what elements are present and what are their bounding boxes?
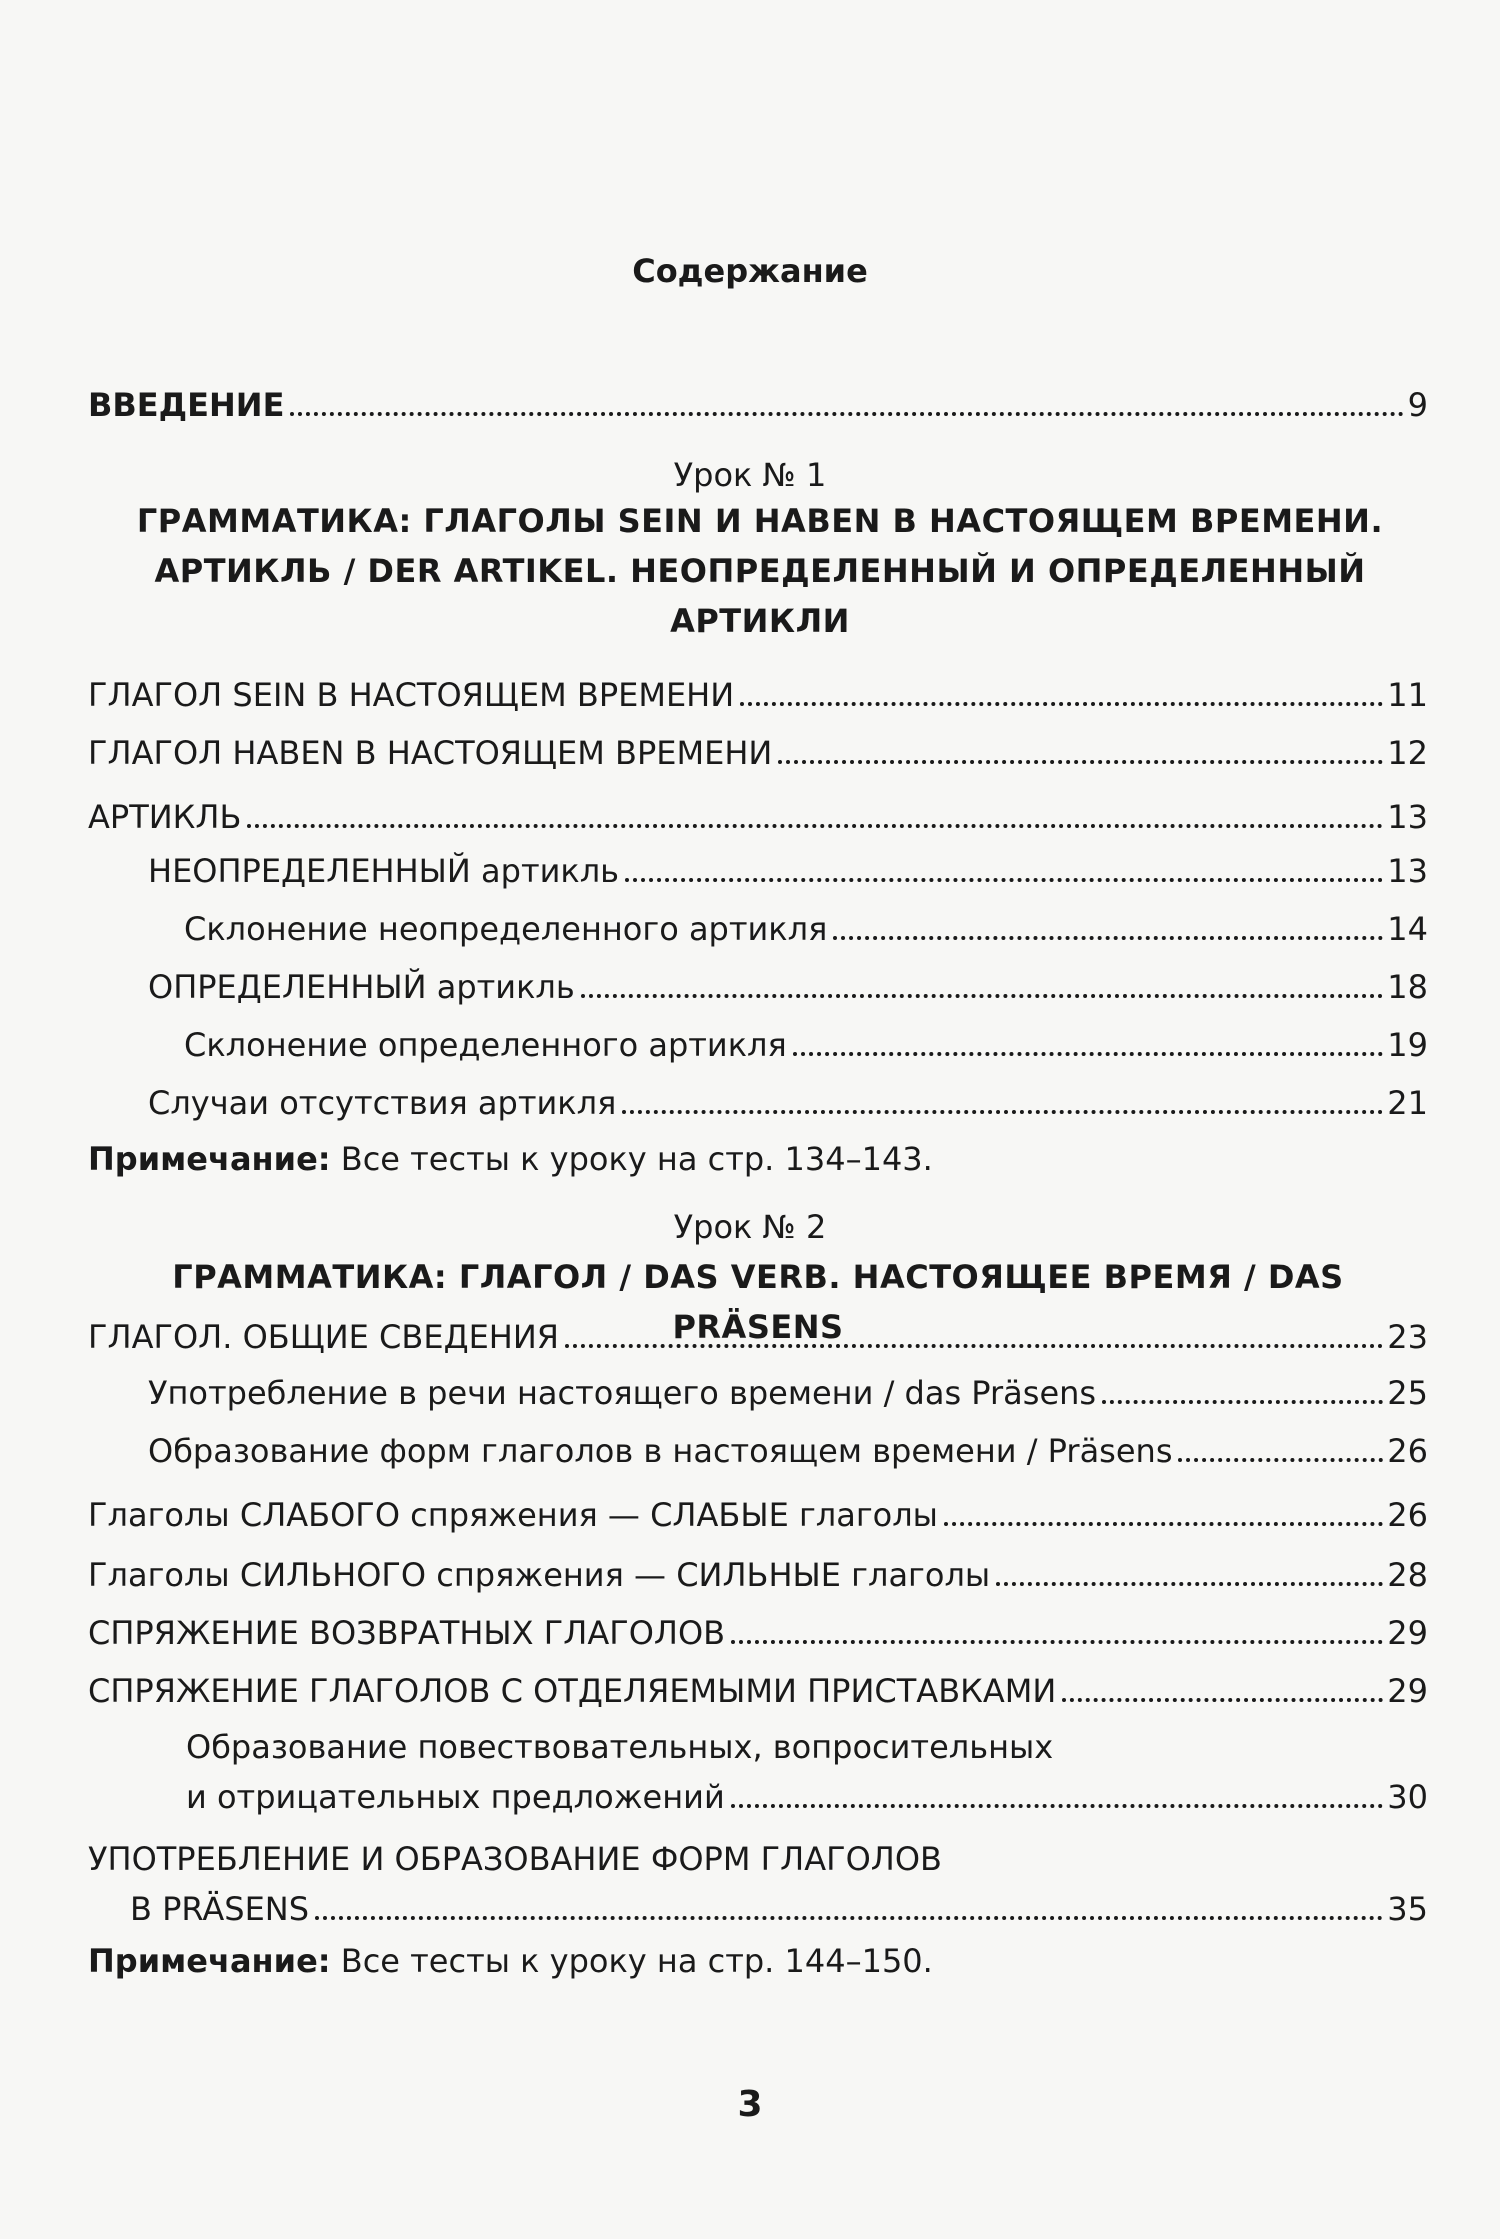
toc-entry-page: 26	[1387, 1496, 1428, 1534]
toc-entry-label: ОПРЕДЕЛЕННЫЙ артикль	[148, 968, 575, 1006]
toc-entry-page: 30	[1387, 1778, 1428, 1816]
toc-entry-page: 11	[1387, 676, 1428, 714]
toc-entry-label: ГЛАГОЛ SEIN В НАСТОЯЩЕМ ВРЕМЕНИ	[88, 676, 735, 714]
toc-entry-label: Склонение неопределенного артикля	[184, 910, 828, 948]
leader-dots	[1062, 1698, 1383, 1702]
toc-entry[interactable]	[88, 1318, 1428, 1356]
toc-entry[interactable]	[186, 1778, 1428, 1816]
lesson-1-label: Урок № 1	[673, 456, 827, 494]
leader-dots	[944, 1522, 1383, 1526]
toc-entry-intro[interactable]	[88, 386, 1428, 424]
toc-entry-page: 13	[1387, 798, 1428, 836]
toc-entry-label: Случаи отсутствия артикля	[148, 1084, 617, 1122]
toc-entry-label: НЕОПРЕДЕЛЕННЫЙ артикль	[148, 852, 620, 890]
toc-entry-page: 21	[1387, 1084, 1428, 1122]
leader-dots	[622, 1110, 1383, 1114]
toc-entry[interactable]	[88, 1496, 1428, 1534]
leader-dots	[833, 936, 1383, 940]
toc-entry-page: 9	[1407, 386, 1428, 424]
leader-dots	[581, 994, 1384, 998]
toc-entry[interactable]	[148, 852, 1428, 890]
toc-entry-label: Употребление в речи настоящего времени / das Präsens	[148, 1374, 1097, 1412]
toc-entry[interactable]	[88, 1614, 1428, 1652]
toc-entry-label: Образование форм глаголов в настоящем времени / Präsens	[148, 1432, 1173, 1470]
toc-entry-page: 26	[1387, 1432, 1428, 1470]
toc-entry-page: 14	[1387, 910, 1428, 948]
toc-entry-label-line: УПОТРЕБЛЕНИЕ И ОБРАЗОВАНИЕ ФОРМ ГЛАГОЛОВ	[88, 1840, 942, 1878]
lesson-2-note	[88, 1942, 933, 1980]
leader-dots	[247, 824, 1383, 828]
leader-dots	[565, 1344, 1383, 1348]
toc-entry-page: 35	[1387, 1890, 1428, 1928]
toc-entry-page: 28	[1387, 1556, 1428, 1594]
page-number: 3	[737, 2084, 763, 2125]
toc-entry-label: В PRÄSENS	[130, 1890, 310, 1928]
toc-entry-label: ГЛАГОЛ HABEN В НАСТОЯЩЕМ ВРЕМЕНИ	[88, 734, 773, 772]
leader-dots	[778, 760, 1383, 764]
toc-entry-page: 25	[1387, 1374, 1428, 1412]
lesson-2-label: Урок № 2	[673, 1208, 827, 1246]
toc-entry-label: СПРЯЖЕНИЕ ВОЗВРАТНЫХ ГЛАГОЛОВ	[88, 1614, 726, 1652]
toc-entry-page: 23	[1387, 1318, 1428, 1356]
toc-entry-label: Склонение определенного артикля	[184, 1026, 787, 1064]
toc-entry[interactable]	[148, 968, 1428, 1006]
toc-entry-label: ГЛАГОЛ. ОБЩИЕ СВЕДЕНИЯ	[88, 1318, 560, 1356]
note-text: Все тесты к уроку на стр. 144–150.	[340, 1942, 933, 1980]
note-text: Все тесты к уроку на стр. 134–143.	[340, 1140, 933, 1178]
toc-entry-page: 12	[1387, 734, 1428, 772]
leader-dots	[731, 1640, 1383, 1644]
leader-dots	[1102, 1400, 1383, 1404]
leader-dots	[793, 1052, 1384, 1056]
toc-entry[interactable]	[88, 676, 1428, 714]
toc-entry-label: ВВЕДЕНИЕ	[88, 386, 285, 424]
toc-entry[interactable]	[148, 1084, 1428, 1122]
note-label: Примечание:	[88, 1942, 331, 1980]
leader-dots	[731, 1804, 1384, 1808]
lesson-2-title: ГРАММАТИКА: ГЛАГОЛ / DAS VERB. НАСТОЯЩЕЕ ВРЕМЯ / DAS PRÄSENS	[172, 1258, 1344, 1346]
lesson-1-title-line: АРТИКЛИ	[670, 602, 850, 640]
toc-entry[interactable]	[88, 1672, 1428, 1710]
toc-entry[interactable]	[130, 1890, 1428, 1928]
bleed-through-text	[90, 120, 101, 155]
note-label: Примечание:	[88, 1140, 331, 1178]
lesson-1-title-line: ГРАММАТИКА: ГЛАГОЛЫ SEIN И HABEN В НАСТОЯЩЕМ ВРЕМЕНИ.	[136, 502, 1384, 540]
lesson-1-note	[88, 1140, 933, 1178]
lesson-1-title-line: АРТИКЛЬ / DER ARTIKEL. НЕОПРЕДЕЛЕННЫЙ И ОПРЕДЕЛЕННЫЙ	[154, 552, 1366, 590]
toc-heading: Содержание	[632, 252, 868, 290]
leader-dots	[625, 878, 1383, 882]
toc-entry[interactable]	[88, 734, 1428, 772]
toc-entry-label-line: Образование повествовательных, вопросительных	[186, 1728, 1054, 1766]
toc-entry[interactable]	[184, 1026, 1428, 1064]
toc-entry-label: АРТИКЛЬ	[88, 798, 242, 836]
toc-entry-label: и отрицательных предложений	[186, 1778, 725, 1816]
toc-entry-label: СПРЯЖЕНИЕ ГЛАГОЛОВ С ОТДЕЛЯЕМЫМИ ПРИСТАВКАМИ	[88, 1672, 1057, 1710]
lesson-1-title	[130, 496, 1390, 646]
toc-entry-label: Глаголы СЛАБОГО спряжения — СЛАБЫЕ глаголы	[88, 1496, 938, 1534]
leader-dots	[740, 702, 1383, 706]
leader-dots	[315, 1916, 1383, 1920]
toc-entry-label: Глаголы СИЛЬНОГО спряжения — СИЛЬНЫЕ глаголы	[88, 1556, 991, 1594]
toc-entry-page: 19	[1387, 1026, 1428, 1064]
toc-entry[interactable]	[148, 1374, 1428, 1412]
leader-dots	[996, 1582, 1383, 1586]
toc-entry-page: 29	[1387, 1614, 1428, 1652]
toc-entry[interactable]	[88, 1556, 1428, 1594]
leader-dots	[1178, 1458, 1383, 1462]
toc-entry-page: 18	[1387, 968, 1428, 1006]
toc-entry[interactable]	[148, 1432, 1428, 1470]
toc-entry[interactable]	[88, 798, 1428, 836]
leader-dots	[290, 412, 1403, 416]
toc-entry[interactable]	[184, 910, 1428, 948]
toc-entry-page: 13	[1387, 852, 1428, 890]
toc-entry-page: 29	[1387, 1672, 1428, 1710]
